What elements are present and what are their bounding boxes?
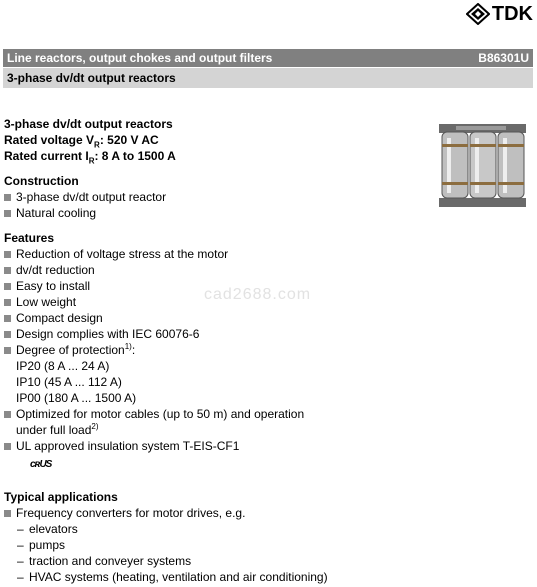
- protection-item: Degree of protection$^{1)}$:: [4, 342, 54, 358]
- list-item: Natural cooling: [4, 205, 79, 221]
- bullet-icon: [4, 510, 11, 517]
- bullet-icon: [4, 443, 11, 450]
- construction-heading: Construction: [4, 174, 79, 188]
- list-item: Compact design: [4, 310, 54, 326]
- bullet-icon: [4, 411, 11, 418]
- protection-level: IP20 (8 A ... 24 A): [16, 359, 110, 373]
- cable-item-cont: under full load$^{2)}$: [16, 422, 99, 437]
- bullet-icon: [4, 283, 11, 290]
- category-title: Line reactors, output chokes and output filters: [7, 51, 273, 65]
- intro-title: 3-phase dv/dt output reactors: [4, 117, 173, 131]
- list-item: Design complies with IEC 60076-6: [4, 326, 54, 342]
- bullet-icon: [4, 347, 11, 354]
- ul-logo-icon: cʀUS: [30, 459, 52, 470]
- bullet-icon: [4, 299, 11, 306]
- protection-level: IP00 (180 A ... 1500 A): [16, 391, 137, 405]
- sub-item: – HVAC systems (heating, ventilation and air conditioning): [17, 570, 328, 584]
- rated-voltage: Rated voltage $V_R$: 520 V AC: [4, 133, 159, 150]
- bullet-icon: [4, 315, 11, 322]
- features-heading: Features: [4, 231, 55, 245]
- bullet-icon: [4, 194, 11, 201]
- sub-item: – traction and conveyer systems: [17, 554, 192, 568]
- list-item: dv/dt reduction: [4, 262, 54, 278]
- sub-item: – pumps: [17, 538, 66, 552]
- bullet-icon: [4, 210, 11, 217]
- bullet-icon: [4, 331, 11, 338]
- applications-block: [4, 489, 328, 585]
- reactor-photo: [436, 120, 529, 210]
- list-item: Reduction of voltage stress at the motor: [4, 246, 54, 262]
- list-item: Easy to install: [4, 278, 54, 294]
- bullet-icon: [4, 251, 11, 258]
- product-code: B86301U: [478, 51, 529, 65]
- list-item: 3-phase dv/dt output reactor: [4, 189, 79, 205]
- list-item: Frequency converters for motor drives, e.g.: [4, 505, 118, 521]
- sub-item: – elevators: [17, 522, 78, 536]
- applications-heading: Typical applications: [4, 490, 118, 504]
- rated-current: Rated current $I_R$: 8 A to 1500 A: [4, 149, 176, 166]
- subtitle-bar: [3, 68, 533, 88]
- watermark: cad2688.com: [204, 286, 312, 303]
- intro-block: [4, 116, 176, 164]
- title-bar: [3, 49, 533, 67]
- bullet-icon: [4, 267, 11, 274]
- tdk-emblem-icon: [466, 3, 490, 25]
- page-subtitle: 3-phase dv/dt output reactors: [7, 71, 176, 85]
- logo-text: TDK: [491, 3, 533, 25]
- construction-block: [4, 173, 167, 221]
- cable-item: Optimized for motor cables (up to 50 m) and operation: [4, 406, 54, 422]
- protection-level: IP10 (45 A ... 112 A): [16, 375, 122, 389]
- list-item: UL approved insulation system T-EIS-CF1: [4, 438, 54, 454]
- ul-mark-row: [4, 454, 54, 470]
- tdk-logo: [466, 2, 533, 26]
- list-item: Low weight: [4, 294, 54, 310]
